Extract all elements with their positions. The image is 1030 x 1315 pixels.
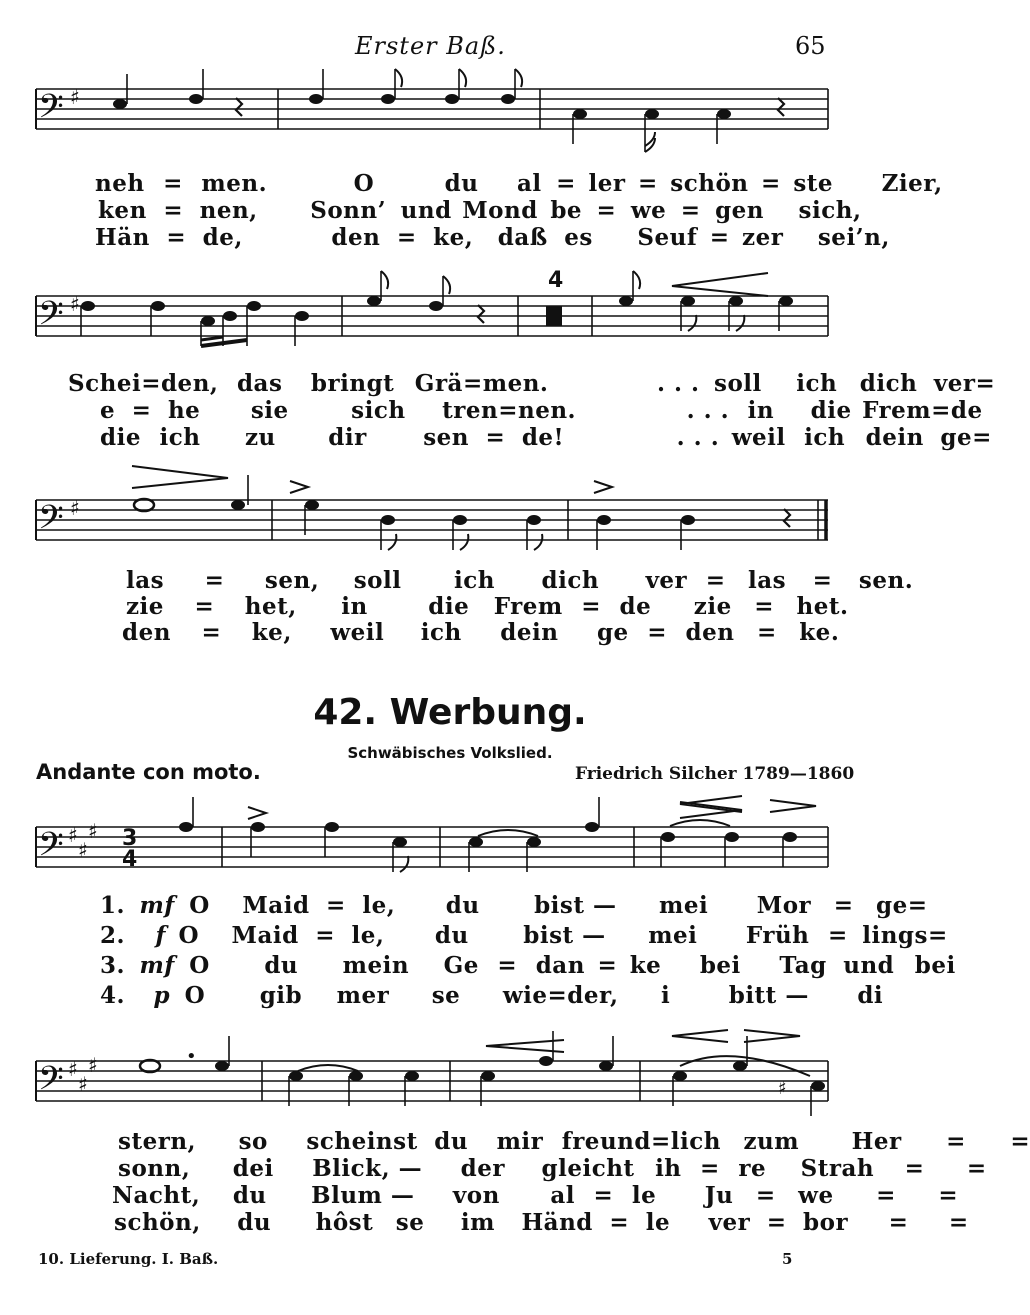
lyric-extender: —	[582, 922, 606, 949]
sharp-icon: ♯	[70, 292, 80, 316]
lyric-line	[68, 370, 995, 397]
lyric-line	[98, 197, 861, 224]
lyric-word: von	[452, 1182, 500, 1209]
lyric-word: dan	[535, 952, 585, 979]
lyric-hyphen: =	[761, 170, 781, 197]
lyric-word: bor	[803, 1209, 849, 1236]
lyric-hyphen: =	[485, 424, 506, 451]
staff-system-5	[36, 1061, 828, 1101]
lyric-word: Seuf	[637, 224, 698, 251]
lyric-word: sen.	[858, 567, 914, 594]
lyric-word: al	[550, 1182, 576, 1209]
lyric-word: ich	[454, 567, 495, 594]
lyric-word: ge=	[940, 424, 992, 451]
lyric-ellipsis: . . .	[676, 424, 720, 451]
lyric-word: Sonn’	[310, 197, 387, 224]
lyric-word: ver=	[933, 370, 996, 397]
lyric-word: weil	[330, 619, 385, 646]
lyric-word: gleicht	[541, 1155, 635, 1182]
lyric-word: Mor	[756, 892, 812, 919]
lyric-word: de,	[202, 224, 243, 251]
lyric-hyphen: =	[888, 1209, 909, 1236]
dynamic-mark: mf	[139, 892, 175, 919]
lyric-word: Hän	[95, 224, 150, 251]
lyric-word: wie=der,	[502, 982, 619, 1009]
lyric-hyphen: =	[756, 619, 777, 646]
lyric-word: las	[748, 567, 787, 594]
lyric-word: Früh	[745, 922, 810, 949]
lyric-word: weil	[731, 424, 786, 451]
lyric-hyphen: =	[593, 1182, 614, 1209]
lyric-extender: —	[593, 892, 617, 919]
lyric-word: ke,	[251, 619, 292, 646]
sharp-icon: ♯	[78, 838, 88, 862]
lyric-word: bringt	[310, 370, 395, 397]
lyric-line	[100, 397, 983, 424]
lyric-word: gib	[259, 982, 303, 1009]
lyric-word: ich	[796, 370, 838, 397]
lyric-word: so	[238, 1128, 268, 1155]
lyric-word: den	[331, 224, 381, 251]
lyric-word: Blum	[311, 1182, 383, 1209]
lyric-word: das	[236, 370, 283, 397]
lyric-hyphen: =	[812, 567, 833, 594]
lyric-word: ver	[645, 567, 688, 594]
lyric-hyphen: =	[754, 593, 775, 620]
lyric-word: stern,	[118, 1128, 197, 1155]
lyric-hyphen: =	[946, 1128, 966, 1155]
lyric-word: ste	[793, 170, 834, 197]
lyric-word: gen	[715, 197, 765, 224]
lyric-word: dich	[859, 370, 918, 397]
bass-clef-icon: 𝄢	[38, 826, 64, 872]
verse-line-3	[100, 952, 956, 979]
lyric-word: Strah	[800, 1155, 875, 1182]
lyric-hyphen: =	[201, 619, 222, 646]
lyric-word: neh	[95, 170, 145, 197]
lyric-word: het,	[244, 593, 297, 620]
lyric-word: dich	[541, 567, 600, 594]
lyric-word: we	[798, 1182, 834, 1209]
verse-number: 1.	[100, 892, 126, 919]
lyric-word: re	[738, 1155, 767, 1182]
lyric-word: O	[189, 892, 210, 919]
lyric-word: Mond	[462, 197, 538, 224]
lyric-hyphen: =	[700, 1155, 720, 1182]
verse-number: 2.	[100, 922, 126, 949]
lyric-word: Ge	[443, 952, 479, 979]
lyric-word: O	[353, 170, 375, 197]
lyric-word: nen,	[199, 197, 258, 224]
sharp-icon: ♯	[68, 1057, 78, 1081]
sharp-icon: ♯	[88, 1053, 98, 1077]
lyric-word: mer	[336, 982, 390, 1009]
composer-credit: Friedrich Silcher 1789—1860	[575, 764, 855, 784]
verse-line-4	[100, 982, 883, 1009]
lyric-hyphen: =	[581, 593, 602, 620]
sharp-icon: ♯	[88, 819, 98, 843]
lyric-hyphen: =	[833, 892, 854, 919]
lyric-word: dir	[328, 424, 367, 451]
verse-number: 4.	[100, 982, 126, 1009]
lyric-word: der	[460, 1155, 505, 1182]
lyric-word: zer	[742, 224, 784, 251]
lyric-line	[118, 1155, 987, 1182]
lyric-word: bist	[523, 922, 574, 949]
lyric-word: sich,	[798, 197, 862, 224]
lyric-hyphen: =	[637, 170, 658, 197]
lyric-word: se	[395, 1209, 425, 1236]
lyric-word: we	[630, 197, 667, 224]
lyric-word: las	[126, 567, 165, 594]
lyric-hyphen: =	[163, 197, 184, 224]
lyric-hyphen: =	[904, 1155, 925, 1182]
lyric-word: ge=	[875, 892, 928, 919]
staff-system-4	[36, 827, 828, 867]
lyric-hyphen: =	[609, 1209, 630, 1236]
lyric-word: de!	[521, 424, 565, 451]
dynamic-mark: p	[153, 982, 171, 1009]
lyric-word: di	[857, 982, 884, 1009]
verse-number: 3.	[100, 952, 126, 979]
running-header-title: Erster Baß.	[355, 32, 506, 60]
measure-rest-count: 4	[548, 268, 564, 293]
lyric-word: den	[122, 619, 171, 646]
lyric-word: daß	[497, 224, 548, 251]
lyric-line	[112, 1182, 958, 1209]
lyric-word: freund=lich	[561, 1128, 721, 1155]
lyric-hyphen: =	[948, 1209, 969, 1236]
lyric-word: be	[550, 197, 583, 224]
lyric-hyphen: =	[709, 224, 730, 251]
lyric-word: bei	[699, 952, 741, 979]
lyric-word: du	[445, 892, 480, 919]
lyric-hyphen: =	[166, 224, 187, 251]
lyric-word: O	[184, 982, 206, 1009]
lyric-line	[114, 1209, 969, 1236]
lyric-word: soll	[353, 567, 402, 594]
lyric-word: die	[100, 424, 141, 451]
lyric-word: in	[341, 593, 368, 620]
lyric-word: zie	[126, 593, 164, 620]
lyric-word: mei	[648, 922, 698, 949]
lyric-word: schön	[670, 170, 749, 197]
lyric-word: Frem	[493, 593, 563, 620]
lyric-word: die	[810, 397, 852, 424]
lyric-word: zie	[693, 593, 732, 620]
lyric-hyphen: =	[1010, 1128, 1030, 1155]
lyric-word: sonn,	[118, 1155, 191, 1182]
lyric-hyphen: =	[326, 892, 346, 919]
song-subtitle: Schwäbisches Volkslied.	[347, 744, 553, 762]
lyric-word: ich	[804, 424, 846, 451]
lyric-line	[95, 170, 943, 197]
song-title: 42. Werbung.	[313, 692, 587, 733]
lyric-hyphen: =	[705, 567, 726, 594]
lyric-word: sen	[423, 424, 470, 451]
lyric-line	[122, 619, 839, 646]
lyric-word: ke,	[433, 224, 474, 251]
lyric-word: zum	[743, 1128, 800, 1155]
lyric-ellipsis: . . .	[686, 397, 730, 424]
lyric-hyphen: =	[163, 170, 183, 197]
lyric-word: dein	[865, 424, 924, 451]
lyric-word: soll	[714, 370, 762, 397]
lyric-word: bitt	[728, 982, 777, 1009]
lyric-word: e	[100, 397, 116, 424]
lyric-word: und	[400, 197, 452, 224]
lyric-word: ih	[655, 1155, 682, 1182]
lyric-hyphen: =	[755, 1182, 776, 1209]
lyric-word: ver	[708, 1209, 751, 1236]
lyric-word: Händ	[521, 1209, 593, 1236]
lyric-word: lings=	[862, 922, 948, 949]
dynamic-mark: f	[155, 922, 166, 949]
sharp-icon: ♯	[70, 85, 80, 109]
lyric-word: mei	[659, 892, 709, 919]
lyric-hyphen: =	[966, 1155, 987, 1182]
lyric-hyphen: =	[766, 1209, 787, 1236]
lyric-word: du	[444, 170, 479, 197]
lyric-hyphen: =	[647, 619, 667, 646]
lyric-word: schön,	[114, 1209, 201, 1236]
lyric-line	[100, 424, 992, 451]
lyric-extender: —	[785, 982, 809, 1009]
lyric-word: de	[619, 593, 652, 620]
footer-sheet-number: 5	[782, 1250, 793, 1268]
lyric-word: Frem=de	[862, 397, 983, 424]
time-sig-top: 3	[122, 826, 138, 851]
svg-text:♯: ♯	[778, 1078, 787, 1099]
lyric-word: het.	[796, 593, 849, 620]
lyric-word: ler	[588, 170, 626, 197]
lyric-word: und	[843, 952, 895, 979]
lyric-word: bei	[914, 952, 956, 979]
lyric-word: men.	[201, 170, 268, 197]
lyric-word: du	[434, 1128, 469, 1155]
sharp-icon: ♯	[78, 1072, 88, 1096]
lyric-extender: —	[398, 1155, 423, 1182]
lyric-word: du	[434, 922, 469, 949]
lyric-word: sen,	[264, 567, 320, 594]
lyric-word: bist	[534, 892, 585, 919]
lyric-hyphen: =	[680, 197, 701, 224]
lyric-line	[95, 224, 890, 251]
lyric-word: Maid	[242, 892, 310, 919]
svg-text:•: •	[186, 1046, 197, 1067]
lyric-word: Ju	[704, 1182, 734, 1209]
lyric-word: Schei=den,	[68, 370, 219, 397]
time-sig-bottom: 4	[122, 847, 138, 872]
lyric-hyphen: =	[194, 593, 215, 620]
lyric-word: i	[660, 982, 671, 1009]
lyric-word: es	[564, 224, 593, 251]
lyric-hyphen: =	[876, 1182, 896, 1209]
footer-signature: 10. Lieferung. I. Baß.	[38, 1250, 219, 1268]
lyric-word: scheinst	[306, 1128, 418, 1155]
lyric-word: ge	[596, 619, 629, 646]
lyric-word: du	[264, 952, 299, 979]
verse-line-1	[100, 892, 927, 919]
lyric-word: le	[631, 1182, 657, 1209]
lyric-line	[126, 567, 913, 594]
lyric-word: O	[178, 922, 199, 949]
lyric-word: sei’n,	[817, 224, 890, 251]
lyric-word: mir	[496, 1128, 544, 1155]
lyric-word: ich	[420, 619, 462, 646]
lyric-hyphen: =	[396, 224, 417, 251]
lyric-word: tren=nen.	[442, 397, 577, 424]
multi-measure-rest	[546, 306, 562, 326]
lyric-word: dei	[232, 1155, 274, 1182]
bass-clef-icon: 𝄢	[38, 499, 64, 545]
lyric-word: le	[645, 1209, 671, 1236]
lyric-word: le,	[362, 892, 396, 919]
sharp-icon: ♯	[68, 823, 78, 847]
bass-clef-icon: 𝄢	[38, 1060, 64, 1106]
lyric-word: Zier,	[881, 170, 943, 197]
lyric-word: se	[431, 982, 461, 1009]
lyric-word: ke.	[799, 619, 840, 646]
lyric-word: Tag	[779, 952, 827, 979]
lyric-ellipsis: . . .	[656, 370, 700, 397]
bass-clef-icon: 𝄢	[38, 295, 64, 341]
lyric-hyphen: =	[938, 1182, 959, 1209]
lyric-word: den	[685, 619, 735, 646]
lyric-hyphen: =	[497, 952, 518, 979]
lyric-word: ke	[629, 952, 662, 979]
lyric-word: du	[232, 1182, 267, 1209]
dynamic-mark: mf	[139, 952, 175, 979]
staff-system-1	[36, 89, 828, 129]
lyric-hyphen: =	[556, 170, 576, 197]
lyric-word: le,	[351, 922, 385, 949]
bass-clef-icon: 𝄢	[38, 88, 64, 134]
lyric-word: du	[237, 1209, 272, 1236]
lyric-hyphen: =	[827, 922, 848, 949]
lyric-hyphen: =	[315, 922, 335, 949]
lyric-word: Blick,	[312, 1155, 391, 1182]
lyric-word: Nacht,	[112, 1182, 201, 1209]
lyric-extender: —	[390, 1182, 415, 1209]
page-number: 65	[795, 32, 826, 60]
sharp-icon: ♯	[70, 496, 80, 520]
lyric-word: Her	[851, 1128, 902, 1155]
lyric-word: in	[747, 397, 775, 424]
lyric-hyphen: =	[596, 197, 617, 224]
lyric-hyphen: =	[597, 952, 618, 979]
verse-line-2	[100, 922, 948, 949]
lyric-word: sie	[250, 397, 289, 424]
lyric-word: ken	[98, 197, 147, 224]
lyric-word: ich	[159, 424, 201, 451]
lyric-word: im	[460, 1209, 495, 1236]
lyric-word: hôst	[315, 1209, 374, 1236]
lyric-line	[126, 593, 849, 620]
tempo-marking: Andante con moto.	[36, 760, 261, 784]
lyric-line	[118, 1128, 1030, 1155]
lyric-word: Grä=men.	[414, 370, 549, 397]
lyric-hyphen: =	[204, 567, 225, 594]
lyric-word: O	[189, 952, 210, 979]
lyric-word: sich	[351, 397, 406, 424]
lyric-word: mein	[342, 952, 410, 979]
lyric-word: Maid	[231, 922, 299, 949]
lyric-hyphen: =	[131, 397, 152, 424]
lyric-word: die	[428, 593, 470, 620]
lyric-word: he	[167, 397, 201, 424]
lyric-word: zu	[244, 424, 276, 451]
lyric-word: al	[517, 170, 542, 197]
lyric-word: dein	[500, 619, 559, 646]
